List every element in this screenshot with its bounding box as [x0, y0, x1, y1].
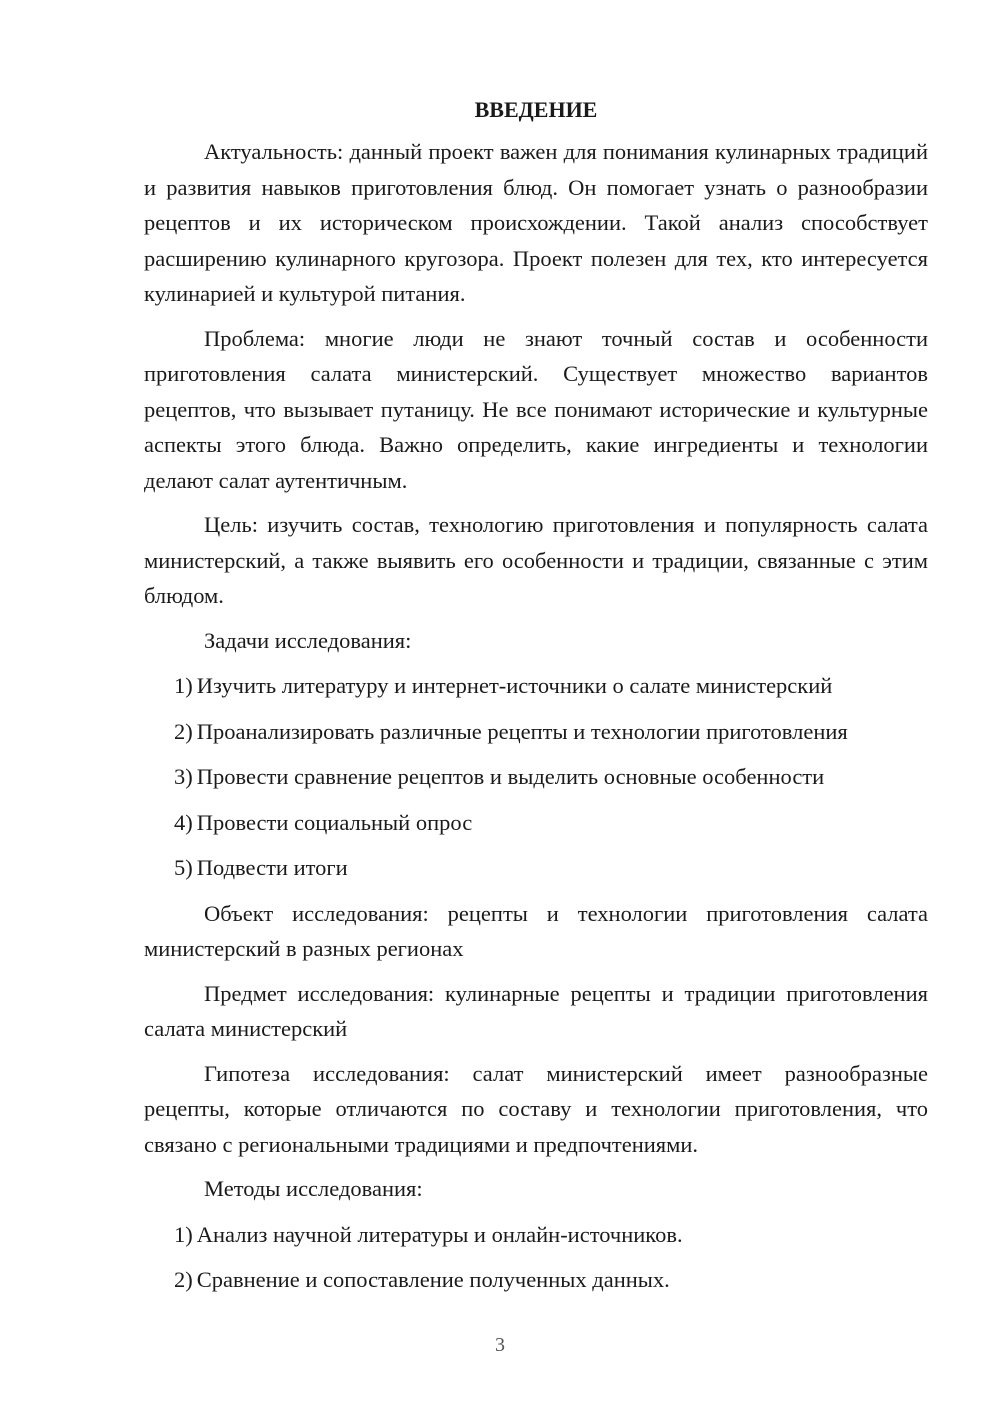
subject-paragraph: Предмет исследования: кулинарные рецепты и традиции приготовления салата министерский: [144, 980, 928, 1041]
tasks-list: [144, 668, 928, 886]
object-paragraph: Объект исследования: рецепты и технологии приготовления салата министерский в разных регионах: [144, 900, 928, 961]
list-item: 2) Проанализировать различные рецепты и технологии приготовления: [174, 718, 848, 744]
problem-paragraph: Проблема: многие люди не знают точный состав и особенности приготовления салата министерский. Существует множество вариантов рецептов, что вызывает путаницу. Не все понимают исторические и культурные аспекты этого блюда. Важно определить, какие ингредиенты и технологии делают салат аутентичным.: [144, 325, 928, 493]
relevance-paragraph: Актуальность: данный проект важен для понимания кулинарных традиций и развития навыков приготовления блюд. Он помогает узнать о разнообразии рецептов и их историческом происхождении. Такой анализ способствует расширению кулинарного кругозора. Проект полезен для тех, кто интересуется кулинарией и культурой питания.: [144, 139, 928, 306]
list-item: 5) Подвести итоги: [174, 855, 348, 880]
goal-paragraph: Цель: изучить состав, технологию приготовления и популярность салата министерский, а также выявить его особенности и традиции, связанные с этим блюдом.: [144, 512, 928, 608]
methods-heading: Методы исследования:: [204, 1176, 423, 1201]
methods-list: [144, 1217, 928, 1298]
list-item: 1) Изучить литературу и интернет-источники о салате министерский: [174, 673, 833, 698]
document-page: [144, 95, 928, 1308]
list-item: 4) Провести социальный опрос: [174, 809, 473, 835]
list-item: 3) Провести сравнение рецептов и выделить основные особенности: [174, 764, 825, 789]
tasks-heading: Задачи исследования:: [204, 627, 412, 653]
list-item: 2) Сравнение и сопоставление полученных данных.: [174, 1267, 670, 1292]
page-number: 3: [495, 1334, 505, 1356]
list-item: 1) Анализ научной литературы и онлайн-источников.: [174, 1221, 683, 1247]
page-title: ВВЕДЕНИЕ: [474, 97, 598, 122]
hypothesis-paragraph: Гипотеза исследования: салат министерский имеет разнообразные рецепты, которые отличаются по составу и технологии приготовления, что связано с региональными традициями и предпочтениями.: [144, 1060, 928, 1157]
